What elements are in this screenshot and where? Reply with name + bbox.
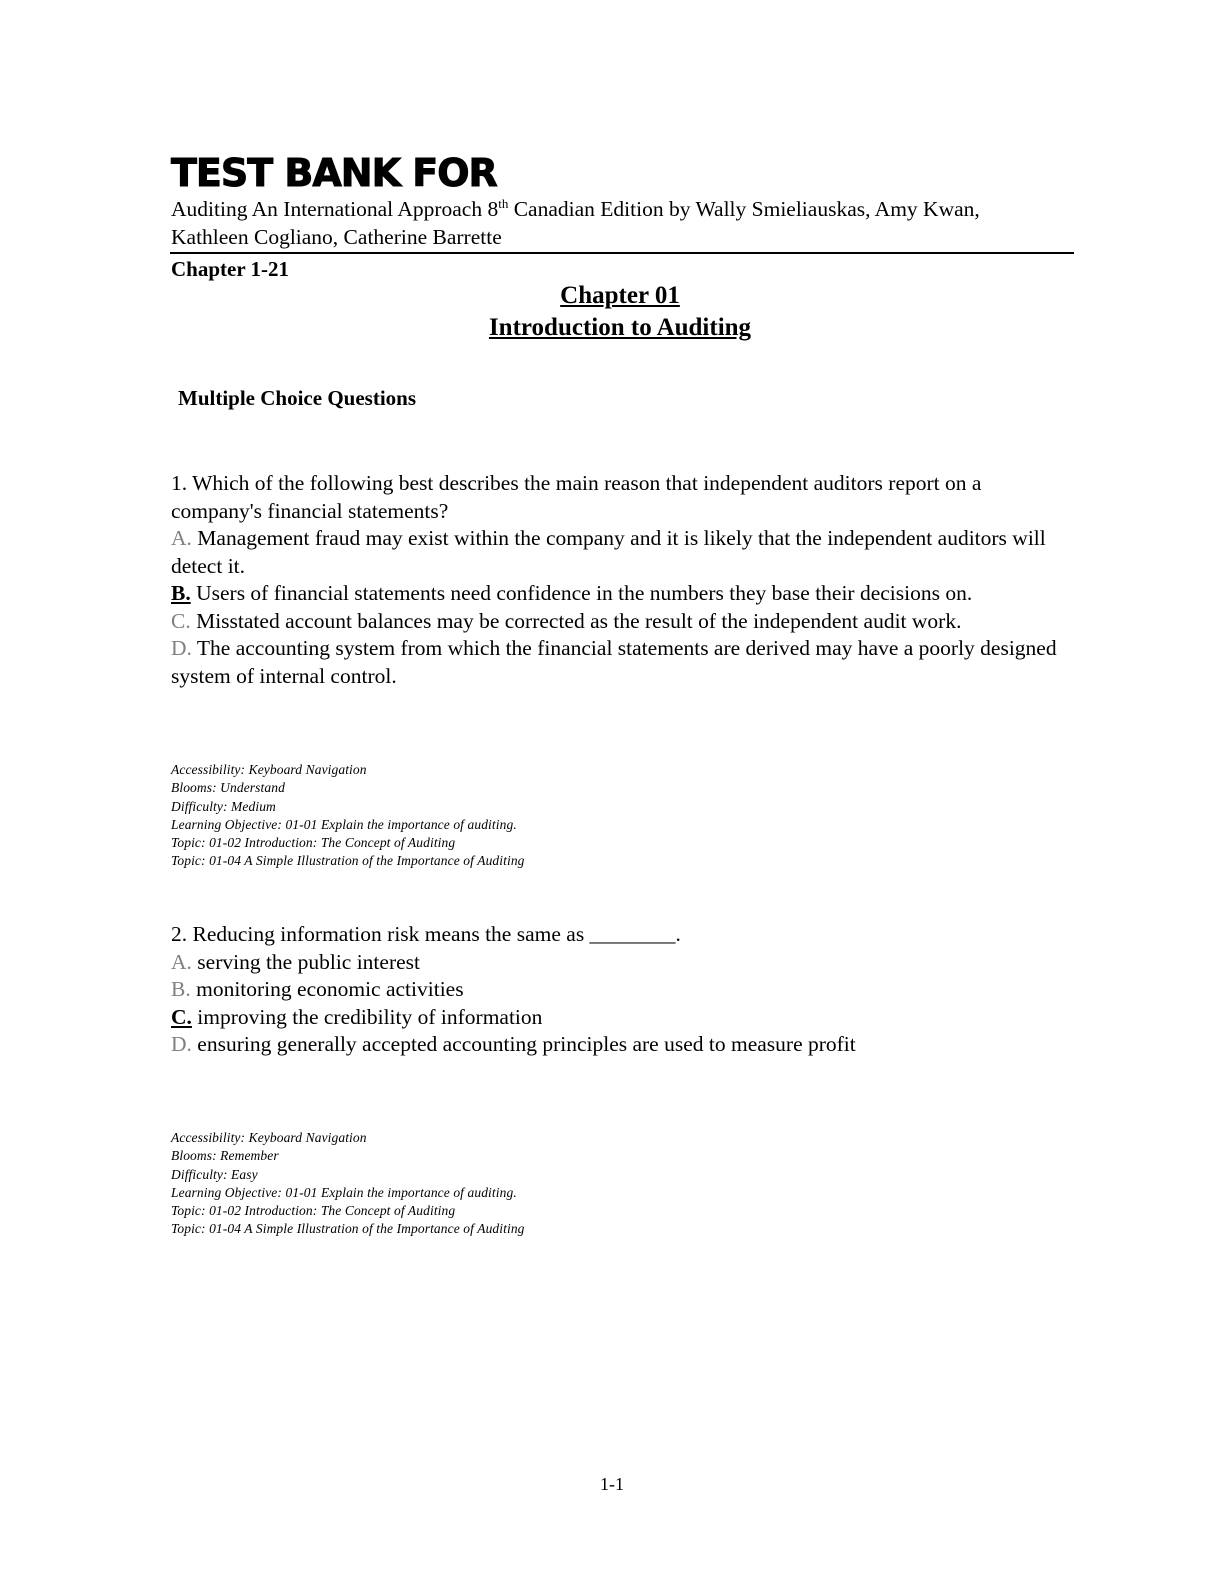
option-text: Users of financial statements need confidence in the numbers they base their decisions on. — [190, 581, 973, 605]
answer-option-a — [171, 949, 1076, 977]
meta-difficulty: Difficulty: Easy — [171, 1166, 258, 1182]
question-1-metadata — [171, 761, 525, 871]
option-text: The accounting system from which the financial statements are derived may have a poorly designed system of internal control. — [171, 636, 1057, 688]
meta-learning-objective: Learning Objective: 01-01 Explain the importance of auditing. — [171, 816, 517, 832]
answer-option-c-correct — [171, 1004, 1076, 1032]
option-text: Management fraud may exist within the company and it is likely that the independent auditors will detect it. — [171, 526, 1046, 578]
answer-option-d — [171, 635, 1076, 690]
page-number: 1-1 — [600, 1474, 624, 1494]
answer-option-c — [171, 608, 1076, 636]
option-text: monitoring economic activities — [190, 977, 464, 1001]
meta-blooms: Blooms: Understand — [171, 780, 285, 796]
meta-topic: Topic: 01-02 Introduction: The Concept of Auditing — [171, 835, 456, 851]
option-letter: B. — [171, 977, 191, 1001]
book-title-end: Canadian Edition by Wally Smieliauskas, Amy Kwan, Kathleen Cogliano, Catherine Barrette — [171, 197, 980, 249]
meta-accessibility: Accessibility: Keyboard Navigation — [171, 762, 367, 777]
edition-ordinal-suffix: th — [498, 195, 509, 211]
meta-difficulty: Difficulty: Medium — [171, 798, 276, 814]
option-letter: A. — [171, 949, 192, 974]
option-letter: C. — [171, 608, 191, 633]
correct-option-letter: B. — [171, 581, 191, 605]
chapter-range: Chapter 1-21 — [171, 257, 290, 281]
meta-accessibility: Accessibility: Keyboard Navigation — [171, 1130, 367, 1145]
question-stem: 2. Reducing information risk means the same as ________. — [171, 922, 681, 946]
section-title: Multiple Choice Questions — [178, 386, 417, 410]
meta-topic: Topic: 01-04 A Simple Illustration of the Importance of Auditing — [171, 853, 525, 869]
book-title — [171, 195, 1051, 251]
meta-learning-objective: Learning Objective: 01-01 Explain the importance of auditing. — [171, 1184, 517, 1200]
option-text: Misstated account balances may be corrected as the result of the independent audit work. — [190, 608, 962, 633]
answer-option-b — [171, 976, 1076, 1004]
chapter-title: Introduction to Auditing — [488, 314, 752, 341]
meta-blooms: Blooms: Remember — [171, 1148, 279, 1164]
option-text: ensuring generally accepted accounting principles are used to measure profit — [191, 1032, 856, 1056]
answer-option-a — [171, 525, 1076, 580]
test-bank-banner: TEST BANK FOR — [171, 151, 497, 195]
meta-topic: Topic: 01-02 Introduction: The Concept of Auditing — [171, 1203, 456, 1219]
option-text: improving the credibility of information — [191, 1004, 543, 1029]
answer-option-d — [171, 1031, 1076, 1059]
option-letter: A. — [171, 526, 192, 550]
option-letter: D. — [171, 1032, 192, 1056]
answer-option-b-correct — [171, 580, 1076, 608]
question-2 — [171, 921, 1076, 1059]
correct-option-letter: C. — [171, 1004, 192, 1029]
meta-topic: Topic: 01-04 A Simple Illustration of the Importance of Auditing — [171, 1221, 525, 1237]
question-1 — [171, 470, 1076, 690]
option-letter: D. — [171, 636, 192, 660]
chapter-number: Chapter 01 — [560, 282, 680, 309]
book-title-start: Auditing An International Approach 8 — [171, 197, 499, 221]
question-2-metadata — [171, 1129, 525, 1239]
question-stem: 1. Which of the following best describes the main reason that independent auditors report on a company's financial statements? — [171, 471, 982, 523]
header-divider — [170, 252, 1074, 254]
option-text: serving the public interest — [191, 949, 420, 974]
